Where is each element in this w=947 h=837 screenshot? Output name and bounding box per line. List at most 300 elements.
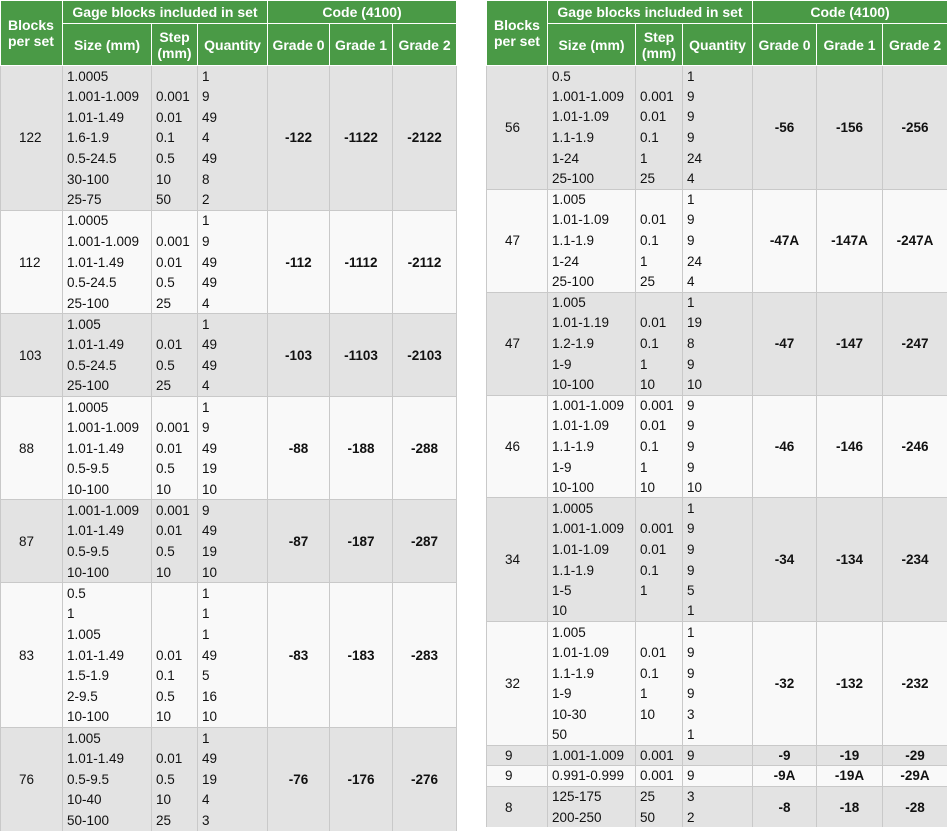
- quantity-cell: 10: [683, 374, 753, 395]
- header-step: Step (mm): [152, 24, 198, 66]
- size-cell: 1.001-1.009: [63, 417, 152, 438]
- size-cell: 25-100: [548, 271, 636, 292]
- size-cell: 1: [63, 603, 152, 624]
- code-grade-1-cell: -147A: [817, 189, 883, 292]
- size-cell: 1.0005: [63, 210, 152, 231]
- quantity-cell: 2: [683, 807, 753, 828]
- step-cell: 0.001: [152, 500, 198, 521]
- quantity-cell: 1: [198, 583, 268, 604]
- quantity-cell: 49: [198, 252, 268, 273]
- step-cell: 0.001: [636, 519, 683, 540]
- size-cell: 0.5: [548, 66, 636, 87]
- table-row: [1, 583, 457, 604]
- size-cell: 1.001-1.009: [548, 519, 636, 540]
- code-grade-0-cell: -112: [268, 210, 330, 313]
- size-cell: 1.01-1.49: [63, 438, 152, 459]
- size-cell: 10-100: [63, 562, 152, 583]
- code-grade-0-cell: -47: [753, 292, 817, 395]
- size-cell: 50-100: [63, 810, 152, 831]
- quantity-cell: 5: [198, 665, 268, 686]
- quantity-cell: 9: [683, 539, 753, 560]
- size-cell: 0.5-24.5: [63, 148, 152, 169]
- table-row: [1, 210, 457, 231]
- code-grade-2-cell: -2122: [393, 66, 457, 211]
- size-cell: 1.1-1.9: [548, 560, 636, 581]
- quantity-cell: 9: [683, 436, 753, 457]
- quantity-cell: 8: [683, 333, 753, 354]
- step-cell: 0.5: [152, 541, 198, 562]
- header-code: Code (4100): [753, 1, 947, 24]
- size-cell: 25-100: [548, 168, 636, 189]
- quantity-cell: 9: [683, 354, 753, 375]
- size-cell: 0.991-0.999: [548, 766, 636, 787]
- size-cell: 0.5-24.5: [63, 272, 152, 293]
- code-grade-0-cell: -76: [268, 728, 330, 831]
- code-grade-1-cell: -134: [817, 498, 883, 622]
- quantity-cell: 1: [683, 622, 753, 643]
- quantity-cell: 1: [198, 728, 268, 749]
- code-grade-1-cell: -188: [330, 397, 393, 500]
- quantity-cell: 49: [198, 334, 268, 355]
- right-table-body: [487, 66, 947, 828]
- step-cell: 0.1: [636, 436, 683, 457]
- code-grade-0-cell: -87: [268, 500, 330, 583]
- size-cell: 25-100: [63, 376, 152, 397]
- quantity-cell: 3: [198, 810, 268, 831]
- step-cell: 0.01: [152, 334, 198, 355]
- step-cell: 0.1: [152, 128, 198, 149]
- quantity-cell: 1: [198, 603, 268, 624]
- size-cell: 0.5-24.5: [63, 355, 152, 376]
- size-cell: 10-40: [63, 790, 152, 811]
- header-quantity: Quantity: [198, 24, 268, 66]
- header-quantity: Quantity: [683, 24, 753, 66]
- size-cell: 25-75: [63, 190, 152, 211]
- header-grade-1: Grade 1: [817, 24, 883, 66]
- quantity-cell: 9: [683, 766, 753, 787]
- quantity-cell: 9: [683, 86, 753, 107]
- code-grade-2-cell: -246: [883, 395, 947, 498]
- step-cell: 10: [636, 374, 683, 395]
- size-cell: 0.5-9.5: [63, 541, 152, 562]
- header-grade-1: Grade 1: [330, 24, 393, 66]
- quantity-cell: 9: [198, 500, 268, 521]
- size-cell: 1.01-1.09: [548, 210, 636, 231]
- quantity-cell: 4: [683, 271, 753, 292]
- quantity-cell: 49: [198, 355, 268, 376]
- step-cell: 0.001: [152, 86, 198, 107]
- step-cell: 0.001: [636, 395, 683, 416]
- step-cell: 1: [636, 251, 683, 272]
- step-cell: 0.001: [636, 745, 683, 766]
- size-cell: 1.01-1.49: [63, 252, 152, 273]
- code-grade-1-cell: -19A: [817, 766, 883, 787]
- step-cell: [636, 498, 683, 519]
- quantity-cell: 9: [683, 683, 753, 704]
- step-cell: [152, 314, 198, 335]
- code-grade-1-cell: -147: [817, 292, 883, 395]
- quantity-cell: 24: [683, 148, 753, 169]
- blocks-per-set-cell: 34: [487, 498, 548, 622]
- step-cell: 0.1: [636, 127, 683, 148]
- table-row: [1, 66, 457, 87]
- size-cell: 2-9.5: [63, 686, 152, 707]
- blocks-per-set-cell: 9: [487, 766, 548, 787]
- step-cell: 10: [152, 562, 198, 583]
- blocks-per-set-cell: 9: [487, 745, 548, 766]
- code-grade-1-cell: -146: [817, 395, 883, 498]
- step-cell: [152, 583, 198, 604]
- quantity-cell: 9: [683, 395, 753, 416]
- quantity-cell: 9: [683, 519, 753, 540]
- table-row: [487, 189, 947, 210]
- size-cell: 1.0005: [63, 397, 152, 418]
- size-cell: 0.5-9.5: [63, 769, 152, 790]
- blocks-per-set-cell: 76: [1, 728, 63, 831]
- quantity-cell: 19: [198, 459, 268, 480]
- size-cell: 1.01-1.49: [63, 748, 152, 769]
- table-row: [487, 745, 947, 766]
- code-grade-1-cell: -176: [330, 728, 393, 831]
- step-cell: [152, 397, 198, 418]
- quantity-cell: 3: [683, 786, 753, 807]
- quantity-cell: 49: [198, 272, 268, 293]
- code-grade-1-cell: -132: [817, 622, 883, 746]
- step-cell: 1: [636, 148, 683, 169]
- size-cell: 1.01-1.09: [548, 416, 636, 437]
- code-grade-2-cell: -276: [393, 728, 457, 831]
- size-cell: 1.001-1.009: [63, 500, 152, 521]
- step-cell: 0.5: [152, 355, 198, 376]
- size-cell: 10-100: [63, 707, 152, 728]
- size-cell: 1-24: [548, 148, 636, 169]
- size-cell: 1.01-1.09: [548, 539, 636, 560]
- step-cell: 0.01: [636, 107, 683, 128]
- step-cell: [152, 603, 198, 624]
- code-grade-0-cell: -88: [268, 397, 330, 500]
- step-cell: 0.01: [636, 416, 683, 437]
- quantity-cell: 9: [198, 86, 268, 107]
- size-cell: 1-5: [548, 580, 636, 601]
- step-cell: [636, 292, 683, 313]
- step-cell: [636, 66, 683, 87]
- step-cell: 0.01: [152, 252, 198, 273]
- header-size: Size (mm): [63, 24, 152, 66]
- step-cell: 10: [152, 707, 198, 728]
- size-cell: 1.0005: [548, 498, 636, 519]
- size-cell: 25-100: [63, 293, 152, 314]
- quantity-cell: 1: [198, 624, 268, 645]
- size-cell: 1.001-1.009: [63, 231, 152, 252]
- step-cell: 0.5: [152, 272, 198, 293]
- step-cell: 0.5: [152, 148, 198, 169]
- blocks-per-set-cell: 87: [1, 500, 63, 583]
- size-cell: 1.1-1.9: [548, 127, 636, 148]
- size-cell: 1-9: [548, 683, 636, 704]
- quantity-cell: 9: [683, 107, 753, 128]
- code-grade-2-cell: -232: [883, 622, 947, 746]
- step-cell: 10: [152, 790, 198, 811]
- blocks-per-set-cell: 47: [487, 189, 548, 292]
- step-cell: 25: [152, 293, 198, 314]
- quantity-cell: 9: [198, 417, 268, 438]
- code-grade-2-cell: -288: [393, 397, 457, 500]
- header-gage-blocks-included: Gage blocks included in set: [548, 1, 753, 24]
- table-row: [1, 728, 457, 749]
- header-grade-0: Grade 0: [753, 24, 817, 66]
- quantity-cell: 1: [683, 498, 753, 519]
- table-row: [1, 314, 457, 335]
- step-cell: 0.01: [152, 107, 198, 128]
- quantity-cell: 9: [683, 416, 753, 437]
- step-cell: 25: [152, 376, 198, 397]
- size-cell: 1-9: [548, 354, 636, 375]
- quantity-cell: 9: [683, 663, 753, 684]
- table-row: [487, 766, 947, 787]
- quantity-cell: 4: [198, 128, 268, 149]
- quantity-cell: 1: [683, 292, 753, 313]
- quantity-cell: 10: [683, 477, 753, 498]
- quantity-cell: 49: [198, 748, 268, 769]
- quantity-cell: 9: [683, 210, 753, 231]
- size-cell: 0.5-9.5: [63, 459, 152, 480]
- code-grade-0-cell: -47A: [753, 189, 817, 292]
- step-cell: [636, 189, 683, 210]
- size-cell: 1.01-1.49: [63, 334, 152, 355]
- gage-block-sets-table-left: [0, 0, 457, 831]
- table-row: [1, 397, 457, 418]
- step-cell: 0.01: [636, 642, 683, 663]
- size-cell: 1-9: [548, 457, 636, 478]
- code-grade-2-cell: -28: [883, 786, 947, 827]
- step-cell: [152, 728, 198, 749]
- header-code: Code (4100): [268, 1, 457, 24]
- code-grade-1-cell: -18: [817, 786, 883, 827]
- size-cell: 1.01-1.49: [63, 521, 152, 542]
- size-cell: 10-30: [548, 704, 636, 725]
- size-cell: 1.1-1.9: [548, 663, 636, 684]
- quantity-cell: 1: [683, 189, 753, 210]
- size-cell: 1.01-1.49: [63, 645, 152, 666]
- size-cell: 1-24: [548, 251, 636, 272]
- size-cell: 10-100: [63, 479, 152, 500]
- blocks-per-set-cell: 56: [487, 66, 548, 190]
- code-grade-1-cell: -1122: [330, 66, 393, 211]
- code-grade-0-cell: -103: [268, 314, 330, 397]
- size-cell: 1.01-1.09: [548, 642, 636, 663]
- table-row: [1, 500, 457, 521]
- step-cell: 1: [636, 457, 683, 478]
- quantity-cell: 9: [683, 127, 753, 148]
- step-cell: 0.01: [636, 539, 683, 560]
- step-cell: 10: [152, 479, 198, 500]
- size-cell: 1.1-1.9: [548, 436, 636, 457]
- step-cell: 0.1: [152, 665, 198, 686]
- code-grade-2-cell: -247: [883, 292, 947, 395]
- code-grade-1-cell: -156: [817, 66, 883, 190]
- code-grade-2-cell: -234: [883, 498, 947, 622]
- table-row: [487, 66, 947, 87]
- quantity-cell: 3: [683, 704, 753, 725]
- step-cell: [636, 601, 683, 622]
- quantity-cell: 5: [683, 580, 753, 601]
- table-row: [487, 395, 947, 416]
- quantity-cell: 1: [198, 397, 268, 418]
- step-cell: 10: [636, 704, 683, 725]
- step-cell: 0.01: [152, 521, 198, 542]
- step-cell: 0.01: [152, 438, 198, 459]
- quantity-cell: 19: [683, 313, 753, 334]
- code-grade-0-cell: -34: [753, 498, 817, 622]
- code-grade-0-cell: -122: [268, 66, 330, 211]
- code-grade-0-cell: -83: [268, 583, 330, 728]
- size-cell: 10-100: [548, 477, 636, 498]
- size-cell: 1.01-1.19: [548, 313, 636, 334]
- step-cell: [636, 725, 683, 746]
- size-cell: 1.01-1.49: [63, 107, 152, 128]
- step-cell: 1: [636, 683, 683, 704]
- size-cell: 1.001-1.009: [548, 395, 636, 416]
- size-cell: 30-100: [63, 169, 152, 190]
- code-grade-2-cell: -29A: [883, 766, 947, 787]
- size-cell: 1.6-1.9: [63, 128, 152, 149]
- step-cell: 10: [636, 477, 683, 498]
- step-cell: 50: [636, 807, 683, 828]
- step-cell: 50: [152, 190, 198, 211]
- size-cell: 1.0005: [63, 66, 152, 87]
- left-table-body: [1, 66, 457, 831]
- code-grade-1-cell: -183: [330, 583, 393, 728]
- size-cell: 10-100: [548, 374, 636, 395]
- header-size: Size (mm): [548, 24, 636, 66]
- blocks-per-set-cell: 122: [1, 66, 63, 211]
- size-cell: 125-175: [548, 786, 636, 807]
- step-cell: [152, 66, 198, 87]
- code-grade-0-cell: -9: [753, 745, 817, 766]
- code-grade-1-cell: -187: [330, 500, 393, 583]
- code-grade-0-cell: -46: [753, 395, 817, 498]
- header-gage-blocks-included: Gage blocks included in set: [63, 1, 268, 24]
- size-cell: 1.005: [548, 189, 636, 210]
- quantity-cell: 9: [198, 231, 268, 252]
- step-cell: 0.1: [636, 663, 683, 684]
- quantity-cell: 1: [198, 314, 268, 335]
- size-cell: 50: [548, 725, 636, 746]
- quantity-cell: 10: [198, 479, 268, 500]
- size-cell: 1.5-1.9: [63, 665, 152, 686]
- code-grade-1-cell: -19: [817, 745, 883, 766]
- size-cell: 1.1-1.9: [548, 230, 636, 251]
- code-grade-2-cell: -2112: [393, 210, 457, 313]
- quantity-cell: 4: [198, 376, 268, 397]
- size-cell: 200-250: [548, 807, 636, 828]
- quantity-cell: 10: [198, 562, 268, 583]
- step-cell: 0.01: [636, 313, 683, 334]
- table-row: [487, 498, 947, 519]
- step-cell: 25: [636, 786, 683, 807]
- code-grade-2-cell: -287: [393, 500, 457, 583]
- step-cell: 0.1: [636, 333, 683, 354]
- step-cell: 0.001: [152, 231, 198, 252]
- step-cell: 25: [636, 168, 683, 189]
- quantity-cell: 24: [683, 251, 753, 272]
- step-cell: 0.5: [152, 686, 198, 707]
- size-cell: 1.001-1.009: [548, 86, 636, 107]
- code-grade-2-cell: -256: [883, 66, 947, 190]
- quantity-cell: 9: [683, 230, 753, 251]
- step-cell: [636, 622, 683, 643]
- header-grade-2: Grade 2: [393, 24, 457, 66]
- quantity-cell: 4: [198, 790, 268, 811]
- gage-block-sets-table-right: [486, 0, 947, 827]
- blocks-per-set-cell: 83: [1, 583, 63, 728]
- blocks-per-set-cell: 112: [1, 210, 63, 313]
- quantity-cell: 49: [198, 438, 268, 459]
- code-grade-2-cell: -2103: [393, 314, 457, 397]
- quantity-cell: 16: [198, 686, 268, 707]
- size-cell: 1.01-1.09: [548, 107, 636, 128]
- quantity-cell: 4: [683, 168, 753, 189]
- step-cell: 0.5: [152, 459, 198, 480]
- code-grade-2-cell: -29: [883, 745, 947, 766]
- blocks-per-set-cell: 32: [487, 622, 548, 746]
- blocks-per-set-cell: 103: [1, 314, 63, 397]
- header-blocks-per-set: Blocks per set: [1, 1, 63, 66]
- blocks-per-set-cell: 47: [487, 292, 548, 395]
- code-grade-1-cell: -1103: [330, 314, 393, 397]
- step-cell: 0.001: [636, 766, 683, 787]
- step-cell: 0.1: [636, 230, 683, 251]
- quantity-cell: 9: [683, 457, 753, 478]
- quantity-cell: 9: [683, 560, 753, 581]
- quantity-cell: 4: [198, 293, 268, 314]
- quantity-cell: 1: [683, 66, 753, 87]
- header-step: Step (mm): [636, 24, 683, 66]
- quantity-cell: 1: [683, 601, 753, 622]
- blocks-per-set-cell: 46: [487, 395, 548, 498]
- quantity-cell: 2: [198, 190, 268, 211]
- code-grade-0-cell: -8: [753, 786, 817, 827]
- code-grade-0-cell: -9A: [753, 766, 817, 787]
- quantity-cell: 1: [198, 66, 268, 87]
- step-cell: 0.01: [152, 645, 198, 666]
- quantity-cell: 49: [198, 107, 268, 128]
- step-cell: 25: [636, 271, 683, 292]
- step-cell: 0.001: [152, 417, 198, 438]
- table-row: [487, 786, 947, 807]
- code-grade-0-cell: -56: [753, 66, 817, 190]
- step-cell: 0.01: [636, 210, 683, 231]
- header-grade-2: Grade 2: [883, 24, 947, 66]
- code-grade-2-cell: -247A: [883, 189, 947, 292]
- step-cell: [152, 210, 198, 231]
- step-cell: 0.01: [152, 748, 198, 769]
- quantity-cell: 19: [198, 541, 268, 562]
- header-grade-0: Grade 0: [268, 24, 330, 66]
- quantity-cell: 9: [683, 642, 753, 663]
- header-blocks-per-set: Blocks per set: [487, 1, 548, 66]
- size-cell: 1.005: [63, 728, 152, 749]
- step-cell: 1: [636, 354, 683, 375]
- quantity-cell: 1: [198, 210, 268, 231]
- size-cell: 1.005: [63, 624, 152, 645]
- step-cell: [152, 624, 198, 645]
- step-cell: 0.5: [152, 769, 198, 790]
- quantity-cell: 8: [198, 169, 268, 190]
- quantity-cell: 19: [198, 769, 268, 790]
- table-row: [487, 292, 947, 313]
- blocks-per-set-cell: 8: [487, 786, 548, 827]
